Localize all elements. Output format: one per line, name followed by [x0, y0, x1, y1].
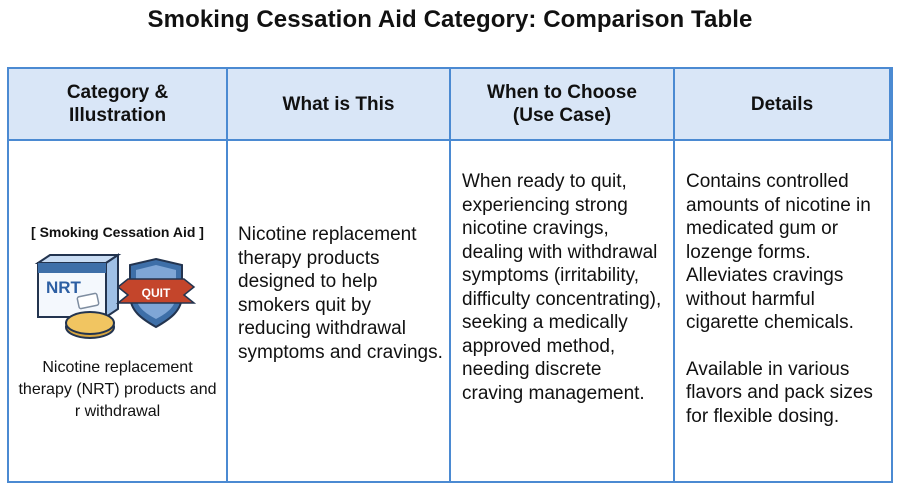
- nrt-box-icon: [38, 255, 118, 317]
- lozenge-icon: [66, 312, 114, 338]
- header-what-is-this: What is This: [228, 69, 451, 141]
- category-cell: [9, 141, 228, 481]
- header-details: Details: [675, 69, 891, 141]
- category-tag: [ Smoking Cessation Aid ]: [31, 224, 204, 240]
- what-is-this-cell: Nicotine replacement therapy products designed to help smokers quit by reducing withdrawal symptoms and cravings.: [228, 141, 451, 481]
- header-when-to-choose: When to Choose (Use Case): [451, 69, 675, 141]
- nrt-illustration: [18, 251, 218, 351]
- svg-text:QUIT: QUIT: [141, 285, 170, 300]
- page-title: Smoking Cessation Aid Category: Comparison Table: [147, 6, 753, 33]
- comparison-table: [7, 67, 893, 483]
- svg-text:NRT: NRT: [45, 277, 81, 297]
- when-to-choose-cell: When ready to quit, experiencing strong nicotine cravings, dealing with withdrawal symptoms (irritability, difficulty concentrating), seeking a medically approved method, needing discrete craving management.: [451, 141, 675, 481]
- details-paragraph: Available in various flavors and pack sizes for flexible dosing.: [686, 358, 873, 427]
- details-paragraph: Contains controlled amounts of nicotine in medicated gum or lozenge forms. Alleviates cravings without harmful cigarette chemicals.: [686, 171, 871, 333]
- category-description: Nicotine replacement therapy (NRT) products and r withdrawal: [18, 358, 217, 420]
- details-cell: [675, 141, 891, 481]
- header-category: Category & Illustration: [9, 69, 228, 141]
- quit-shield-icon: [118, 259, 194, 327]
